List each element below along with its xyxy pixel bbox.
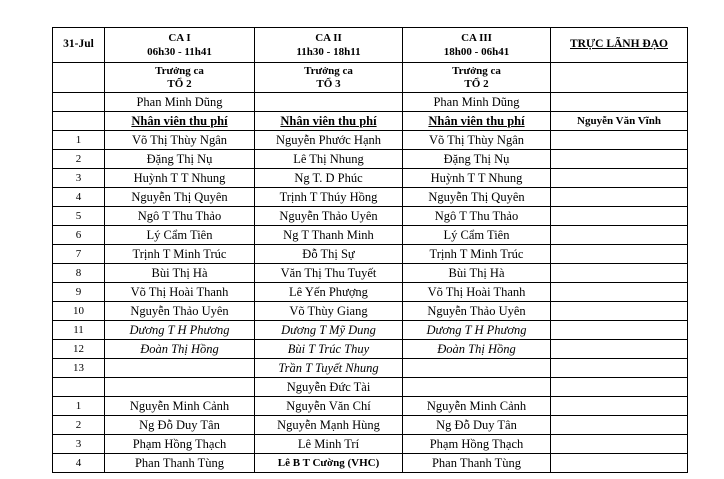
shift-2-staff: Trần T Tuyết Nhung (255, 359, 403, 378)
staff-header-empty (53, 112, 105, 131)
shift-3-staff: Đoàn Thị Hồng (403, 340, 551, 359)
shift-3-staff: Ngô T Thu Thảo (403, 207, 551, 226)
shift-3-staff: Phạm Hồng Thạch (403, 435, 551, 454)
shift-2-staff: Văn Thị Thu Tuyết (255, 264, 403, 283)
lead-cell (551, 169, 688, 188)
shift-3-staff: Lý Cẩm Tiên (403, 226, 551, 245)
team-lead-empty (551, 63, 688, 93)
shift-3-staff (403, 359, 551, 378)
shift-1-staff: Nguyễn Minh Cảnh (105, 397, 255, 416)
row-number: 12 (53, 340, 105, 359)
shift-3-staff: Ng Đỗ Duy Tân (403, 416, 551, 435)
lead-cell (551, 340, 688, 359)
shift-3-staff: Huỳnh T T Nhung (403, 169, 551, 188)
shift-2-staff: Bùi T Trúc Thuy (255, 340, 403, 359)
shift-3-staff: Phan Thanh Tùng (403, 454, 551, 473)
shift-3-staff: Đặng Thị Nụ (403, 150, 551, 169)
shift-header-row (53, 28, 688, 63)
table-row (53, 131, 688, 150)
table-row (53, 359, 688, 378)
table-row (53, 397, 688, 416)
table-row (53, 150, 688, 169)
shift-2-staff: Lê Minh Trí (255, 435, 403, 454)
shift-3-header (403, 28, 551, 63)
lead-cell (551, 283, 688, 302)
shift-2-name: CA II (315, 32, 342, 44)
lead-cell (551, 245, 688, 264)
shift-3-staff-header (403, 112, 551, 131)
row-number: 8 (53, 264, 105, 283)
shift-1-team (105, 63, 255, 93)
row-number: 7 (53, 245, 105, 264)
table-row (53, 416, 688, 435)
shift-3-staff: Nguyễn Thảo Uyên (403, 302, 551, 321)
table-row (53, 226, 688, 245)
shift-2-time: 11h30 - 18h11 (296, 46, 361, 58)
lead-cell (551, 207, 688, 226)
shift-1-staff: Huỳnh T T Nhung (105, 169, 255, 188)
row-number: 2 (53, 150, 105, 169)
shift-2-staff: Lê B T Cường (VHC) (255, 454, 403, 473)
lead-cell (551, 264, 688, 283)
shift-2-staff: Ng T Thanh Minh (255, 226, 403, 245)
shift-3-time: 18h00 - 06h41 (443, 46, 510, 58)
leader-empty-cell (53, 93, 105, 112)
shift-2-staff: Võ Thùy Giang (255, 302, 403, 321)
shift-1-staff: Ngô T Thu Thảo (105, 207, 255, 226)
leader-lead-empty (551, 93, 688, 112)
row-number: 3 (53, 435, 105, 454)
row-number: 5 (53, 207, 105, 226)
lead-cell (551, 397, 688, 416)
staff-header-label: Nhân viên thu phí (131, 113, 228, 128)
shift-1-staff: Đoàn Thị Hồng (105, 340, 255, 359)
row-number: 4 (53, 188, 105, 207)
table-row (53, 340, 688, 359)
table-row (53, 321, 688, 340)
lead-cell (551, 302, 688, 321)
staff-header-row (53, 112, 688, 131)
shift-1-staff: Phan Thanh Tùng (105, 454, 255, 473)
lead-cell (551, 188, 688, 207)
lead-cell (551, 321, 688, 340)
shift-1-time: 06h30 - 11h41 (147, 46, 212, 58)
shift-3-staff (403, 378, 551, 397)
table-row (53, 302, 688, 321)
shift-1-staff: Nguyễn Thảo Uyên (105, 302, 255, 321)
lead-cell (551, 378, 688, 397)
date-cell: 31-Jul (53, 28, 105, 63)
team-empty-cell (53, 63, 105, 93)
table-row (53, 245, 688, 264)
lead-header-label: TRỰC LÃNH ĐẠO (570, 38, 668, 51)
shift-3-staff: Bùi Thị Hà (403, 264, 551, 283)
shift-2-staff: Nguyễn Mạnh Hùng (255, 416, 403, 435)
shift-2-team-name: TỔ 3 (316, 77, 341, 90)
table-row (53, 435, 688, 454)
shift-3-staff: Võ Thị Hoài Thanh (403, 283, 551, 302)
lead-cell (551, 416, 688, 435)
shift-2-staff: Đỗ Thị Sự (255, 245, 403, 264)
shift-3-role: Trưởng ca (452, 64, 501, 77)
lead-name: Nguyễn Văn Vĩnh (551, 112, 688, 131)
row-number: 4 (53, 454, 105, 473)
team-row (53, 63, 688, 93)
table-row (53, 169, 688, 188)
row-number: 9 (53, 283, 105, 302)
shift-1-team-name: TỔ 2 (167, 77, 192, 90)
shift-3-staff: Nguyễn Minh Cảnh (403, 397, 551, 416)
shift-2-staff: Lê Yến Phượng (255, 283, 403, 302)
row-number: 11 (53, 321, 105, 340)
row-number: 1 (53, 397, 105, 416)
lead-cell (551, 435, 688, 454)
table-row (53, 283, 688, 302)
shift-1-role: Trưởng ca (155, 64, 204, 77)
shift-2-staff: Dương T Mỹ Dung (255, 321, 403, 340)
shift-3-leader: Phan Minh Dũng (403, 93, 551, 112)
shift-2-staff: Nguyễn Phước Hạnh (255, 131, 403, 150)
shift-1-staff: Nguyễn Thị Quyên (105, 188, 255, 207)
shift-2-staff: Trịnh T Thúy Hồng (255, 188, 403, 207)
shift-2-role: Trưởng ca (304, 64, 353, 77)
shift-3-staff: Nguyễn Thị Quyên (403, 188, 551, 207)
shift-2-staff-header (255, 112, 403, 131)
row-number: 13 (53, 359, 105, 378)
lead-header (551, 28, 688, 63)
shift-2-team (255, 63, 403, 93)
shift-2-leader (255, 93, 403, 112)
shift-1-leader: Phan Minh Dũng (105, 93, 255, 112)
shift-1-header (105, 28, 255, 63)
table-row (53, 454, 688, 473)
shift-3-team (403, 63, 551, 93)
shift-1-staff: Trịnh T Minh Trúc (105, 245, 255, 264)
row-number: 10 (53, 302, 105, 321)
shift-1-name: CA I (168, 32, 191, 44)
shift-1-staff (105, 359, 255, 378)
shift-1-staff: Dương T H Phương (105, 321, 255, 340)
table-row (53, 378, 688, 397)
leader-row (53, 93, 688, 112)
shift-1-staff: Ng Đỗ Duy Tân (105, 416, 255, 435)
lead-cell (551, 150, 688, 169)
shift-1-staff: Đặng Thị Nụ (105, 150, 255, 169)
shift-1-staff: Võ Thị Hoài Thanh (105, 283, 255, 302)
lead-cell (551, 454, 688, 473)
shift-2-staff: Nguyễn Văn Chí (255, 397, 403, 416)
shift-3-staff: Võ Thị Thùy Ngân (403, 131, 551, 150)
shift-2-staff: Nguyễn Thảo Uyên (255, 207, 403, 226)
lead-cell (551, 131, 688, 150)
row-number: 1 (53, 131, 105, 150)
shift-3-staff: Trịnh T Minh Trúc (403, 245, 551, 264)
shift-1-staff (105, 378, 255, 397)
shift-3-staff: Dương T H Phương (403, 321, 551, 340)
staff-header-label: Nhân viên thu phí (280, 113, 377, 128)
shift-1-staff: Phạm Hồng Thạch (105, 435, 255, 454)
table-row (53, 264, 688, 283)
lead-cell (551, 226, 688, 245)
row-number: 3 (53, 169, 105, 188)
shift-2-header (255, 28, 403, 63)
shift-2-staff: Nguyễn Đức Tài (255, 378, 403, 397)
shift-2-staff: Ng T. D Phúc (255, 169, 403, 188)
shift-2-staff: Lê Thị Nhung (255, 150, 403, 169)
shift-1-staff: Lý Cẩm Tiên (105, 226, 255, 245)
shift-3-name: CA III (461, 32, 492, 44)
shift-schedule-table (52, 27, 688, 473)
shift-1-staff-header (105, 112, 255, 131)
table-row (53, 207, 688, 226)
lead-cell (551, 359, 688, 378)
shift-3-team-name: TỔ 2 (464, 77, 489, 90)
staff-header-label: Nhân viên thu phí (428, 113, 525, 128)
row-number: 6 (53, 226, 105, 245)
shift-1-staff: Võ Thị Thùy Ngân (105, 131, 255, 150)
shift-1-staff: Bùi Thị Hà (105, 264, 255, 283)
row-number: 2 (53, 416, 105, 435)
row-number (53, 378, 105, 397)
table-row (53, 188, 688, 207)
